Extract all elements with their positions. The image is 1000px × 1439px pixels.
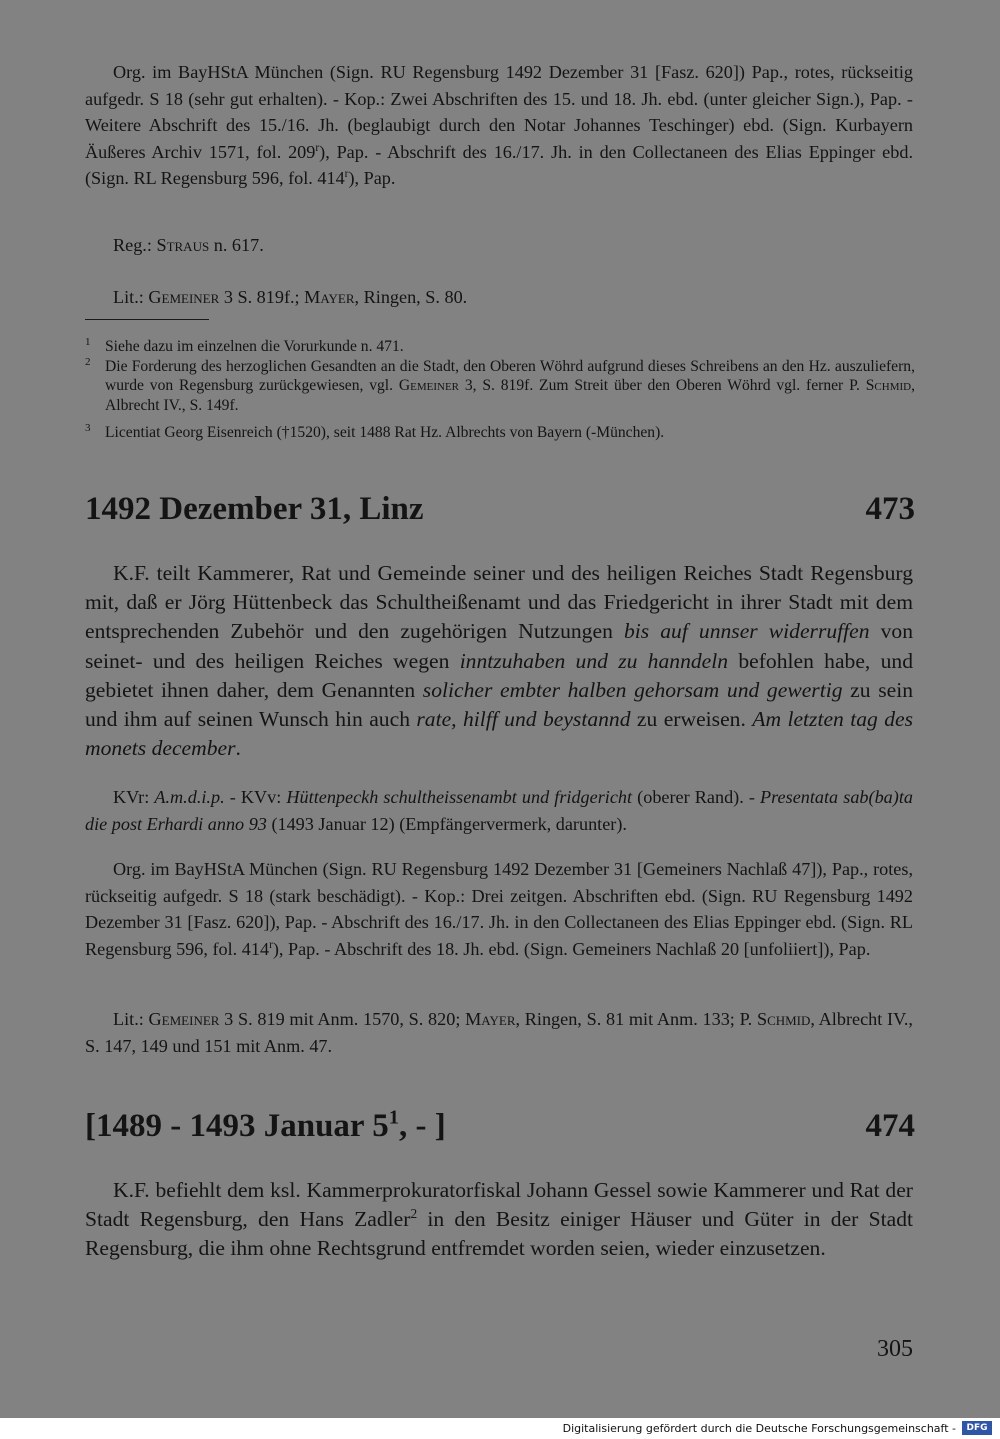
footnote-text: Siehe dazu im einzelnen die Vorurkunde n. 471. [105,338,404,355]
entry-date-place: 1492 Dezember 31, Linz [85,491,424,527]
entry-473-kvr-paragraph: KVr: A.m.d.i.p. - KVv: Hüttenpeckh schultheissenambt und fridgericht (oberer Rand). - Presentata sab(ba)ta die post Erhardi anno 93 (1493 Januar 12) (Empfängervermerk, darunter). [85,787,913,834]
footnote-text: Die Forderung des herzoglichen Gesandten an die Stadt, den Oberen Wöhrd aufgrund dieses Schreibens an den Hz. auszuliefern, wurde von Regensburg zurückgewiesen, vgl. Gemeiner 3, S. 819f. Zum Streit über den Oberen Wöhrd vgl. ferner P. Schmid, Albrecht IV., S. 149f. [105,358,915,414]
entry-date-place: [1489 - 1493 Januar $5^1$, - ] [85,1106,446,1144]
footer-bar [0,1418,1000,1439]
dfg-logo-icon: DFG [962,1421,992,1435]
footnote-text: Licentiat Georg Eisenreich (†1520), seit 1488 Rat Hz. Albrechts von Bayern (-München). [105,424,665,441]
footnote-separator [85,319,209,320]
footnote-2 [85,357,915,415]
footnote-number: 2 [85,356,91,368]
entry-number: 474 [865,1108,915,1144]
entry-473-regest: K.F. teilt Kammerer, Rat und Gemeinde seiner und des heiligen Reiches Stadt Regensburg mit, daß er Jörg Hüttenbeck das Schultheißenamt und das Friedgericht in ihrer Stadt mit dem entsprechenden Zubehör und den zugehörigen Nutzungen bis auf unnser widerruffen von seinet- und des heiligen Reiches wegen inntzuhaben und zu hanndeln befohlen habe, und gebietet ihnen daher, dem Genannten solicher embter halben gehorsam und gewertig zu sein und ihm auf seinen Wunsch hin auch rate, hilff und beystannd zu erweisen. Am letzten tag des monets december. [85,561,914,761]
entry-473-heading [85,489,915,529]
prev-lit-paragraph: Lit.: Gemeiner 3 S. 819f.; Mayer, Ringen, S. 80. [113,287,468,307]
entry-473-lit-paragraph: Lit.: Gemeiner 3 S. 819 mit Anm. 1570, S. 820; Mayer, Ringen, S. 81 mit Anm. 133; P. Schmid, Albrecht IV., S. 147, 149 und 151 mit Anm. 47. [85,1009,913,1056]
entry-number: 473 [865,491,915,527]
prev-reg-paragraph: Reg.: Straus n. 617. [113,235,264,255]
footnote-3 [85,423,915,442]
footnote-number: 1 [85,336,91,348]
entry-474-regest: K.F. befiehlt dem ksl. Kammerprokuratorfiskal Johann Gessel sowie Kammerer und Rat der Stadt Regensburg, den Hans Zadler$^2$ in den Besitz einiger Häuser und Güter in der Stadt Regensburg, die ihm ohne Rechtsgrund entfremdet worden seien, wieder einzusetzen. [85,1178,913,1261]
footer-text: Digitalisierung gefördert durch die Deutsche Forschungsgemeinschaft - [562,1422,956,1435]
footnote-1 [85,337,915,356]
page-number: 305 [877,1336,913,1362]
footnote-number: 3 [85,422,91,434]
entry-474-heading [85,1106,915,1146]
prev-org-paragraph: Org. im BayHStA München (Sign. RU Regensburg 1492 Dezember 31 [Fasz. 620]) Pap., rotes, rückseitig aufgedr. S 18 (sehr gut erhalten). - Kop.: Zwei Abschriften des 15. und 18. Jh. ebd. (unter gleicher Sign.), Pap. - Weitere Abschrift des 15./16. Jh. (beglaubigt durch den Notar Johannes Teschinger) ebd. (Sign. Kurbayern Äußeres Archiv 1571, fol. 209$^r$), Pap. - Abschrift des 16./17. Jh. in den Collectaneen des Elias Eppinger ebd. (Sign. RL Regensburg 596, fol. 414$^r$), Pap. [85,62,913,188]
entry-473-org-paragraph: Org. im BayHStA München (Sign. RU Regensburg 1492 Dezember 31 [Gemeiners Nachlaß 47]), Pap., rotes, rückseitig aufgedr. S 18 (stark beschädigt). - Kop.: Drei zeitgen. Abschriften ebd. (Sign. RU Regensburg 1492 Dezember 31 [Fasz. 620]), Pap. - Abschrift des 16./17. Jh. in den Collectaneen des Elias Eppinger ebd. (Sign. RL Regensburg 596, fol. 414$^r$), Pap. - Abschrift des 18. Jh. ebd. (Sign. Gemeiners Nachlaß 20 [unfoliiert]), Pap. [85,859,913,959]
